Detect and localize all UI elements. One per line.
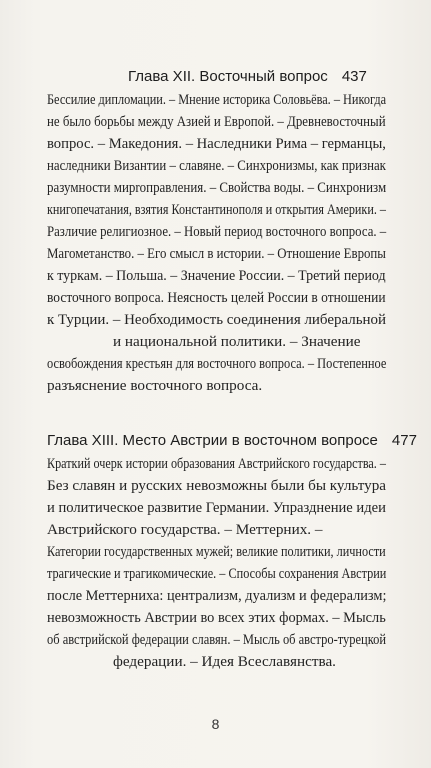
chapter-13-heading [47,430,417,452]
chapter-13-title: Глава XIII. Место Австрии в восточном вопросе [47,432,378,449]
text-line: Австрийского государства. – Меттерних. – [47,521,323,538]
text-line: наследники Византии – славяне. – Синхронизмы, как признак [47,157,386,174]
text-line: после Меттерниха: централизм, дуализм и федерализм; [47,587,387,604]
text-line: Бессилие дипломации. – Мнение историка Соловьёва. – Никогда [47,91,387,108]
text-line: разъяснение восточного вопроса. [47,377,263,394]
text-line: Краткий очерк истории образования Австрийского государства. – [47,455,386,472]
text-line: Различие религиозное. – Новый период восточного вопроса. – [47,223,387,240]
chapter-13-page: 477 [391,432,417,449]
text-line: к туркам. – Польша. – Значение России. – Третий период [47,267,386,284]
text-line: разумности миproправления. – Свойства воды. – Синхронизм [47,179,387,196]
text-line: освобождения крестьян для восточного вопроса. – Постепенное [47,355,387,372]
text-line: Магометанство. – Его смысл в истории. – Отношение Европы [47,245,386,262]
text-line: книгопечатания, взятия Константинополя и открытия Америки. – [47,201,386,218]
text-line: не было борьбы между Азией и Европой. – Древневосточный [47,113,386,130]
text-line: невозможность Австрии во всех этих формах. – Мысль [47,609,386,626]
text-line: трагические и трагикомические. – Способы сохранения Австрии [47,565,387,582]
chapter-12-title: Глава XII. Восточный вопрос [128,68,328,85]
chapter-12-page: 437 [341,68,367,85]
page-number: 8 [211,716,220,732]
text-line: Категории государственных мужей; великие политики, личности [47,543,386,560]
text-line: Без славян и русских невозможны были бы культура [47,477,386,494]
text-line: об австрийской федерации славян. – Мысль об австро-турецкой [47,631,387,648]
text-line: восточного вопроса. Неясность целей России в отношении [47,289,386,306]
text-line: и национальной политики. – Значение [113,333,361,350]
text-line: вопрос. – Македония. – Наследники Рима – германцы, [47,135,386,152]
text-line: и политическое развитие Германии. Упразднение идеи [47,499,386,516]
chapter-12-heading [128,66,367,88]
text-line: к Турции. – Необходимость соединения либеральной [47,311,387,328]
text-line: федерации. – Идея Всеславянства. [113,653,336,670]
